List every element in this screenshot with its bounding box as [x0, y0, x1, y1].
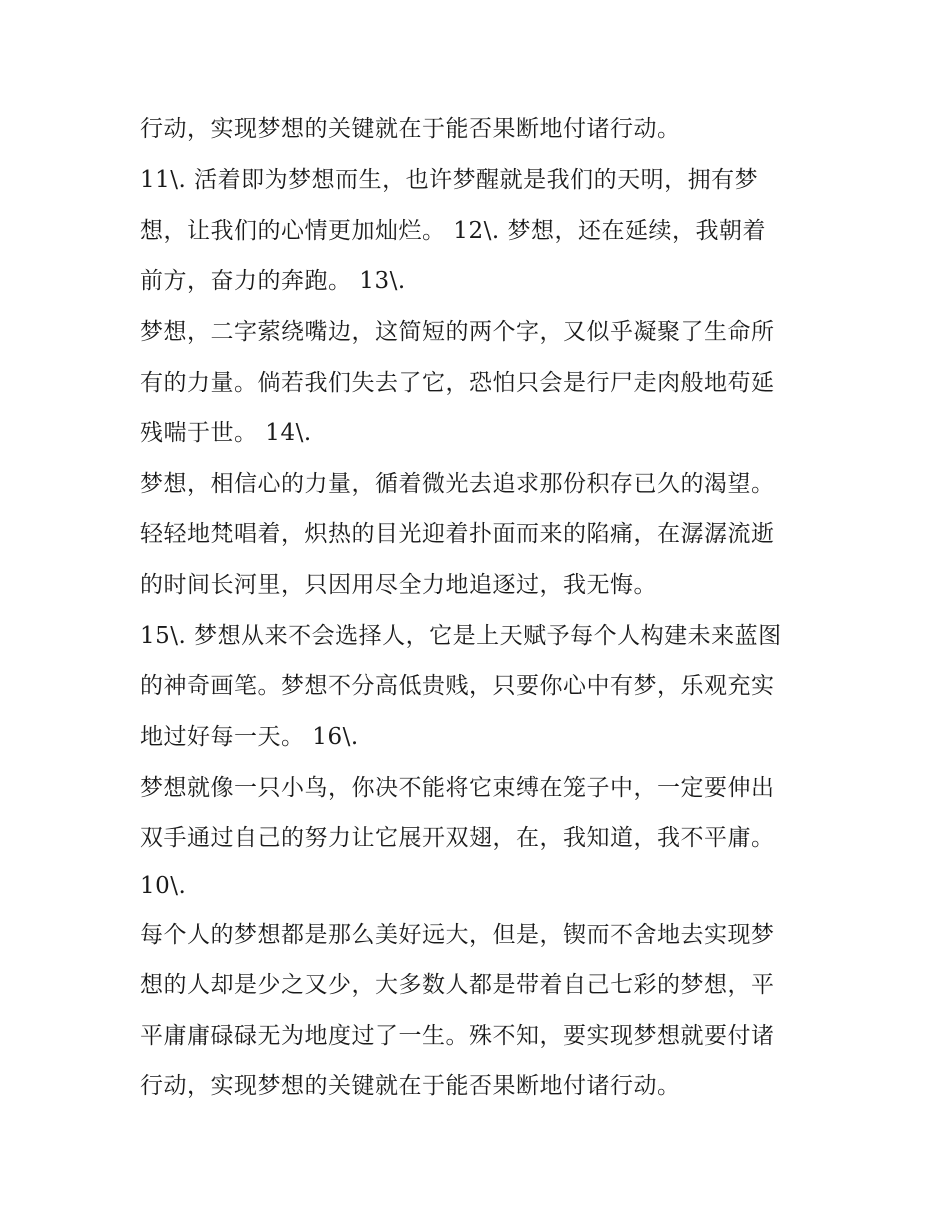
text-line: 地过好每一天。 16\. [140, 724, 359, 750]
text-line: 残喘于世。 14\. [140, 420, 312, 446]
text-line: 每个人的梦想都是那么美好远大，但是，锲而不舍地去实现梦 [140, 922, 775, 948]
text-line: 想，让我们的心情更加灿烂。 12\. 梦想，还在延续，我朝着 [140, 218, 766, 244]
text-line: 的神奇画笔。梦想不分高低贵贱，只要你心中有梦，乐观充实 [140, 673, 775, 699]
text-line: 梦想，相信心的力量，循着微光去追求那份积存已久的渴望。 [140, 471, 775, 497]
text-line: 梦想，二字萦绕嘴边，这简短的两个字，又似乎凝聚了生命所 [140, 319, 775, 345]
text-line: 有的力量。倘若我们失去了它，恐怕只会是行尸走肉般地苟延 [140, 370, 775, 396]
text-line: 梦想就像一只小鸟，你决不能将它束缚在笼子中，一定要伸出 [140, 775, 775, 801]
text-line: 想的人却是少之又少，大多数人都是带着自己七彩的梦想，平 [140, 972, 775, 998]
text-line: 行动，实现梦想的关键就在于能否果断地付诸行动。 [140, 116, 681, 142]
text-line: 11\. 活着即为梦想而生，也许梦醒就是我们的天明，拥有梦 [140, 167, 759, 193]
text-line: 15\. 梦想从来不会选择人，它是上天赋予每个人构建未来蓝图 [140, 623, 782, 649]
text-line: 双手通过自己的努力让它展开双翅，在，我知道，我不平庸。 [140, 825, 775, 851]
text-line: 前方，奋力的奔跑。 13\. [140, 268, 406, 294]
text-line: 轻轻地梵唱着，炽热的目光迎着扑面而来的陷痛，在潺潺流逝 [140, 521, 775, 547]
text-line: 10\. [140, 873, 187, 899]
text-line: 的时间长河里，只因用尽全力地追逐过，我无悔。 [140, 572, 657, 598]
text-line: 行动，实现梦想的关键就在于能否果断地付诸行动。 [140, 1073, 681, 1099]
text-line: 平庸庸碌碌无为地度过了一生。殊不知，要实现梦想就要付诸 [140, 1023, 775, 1049]
